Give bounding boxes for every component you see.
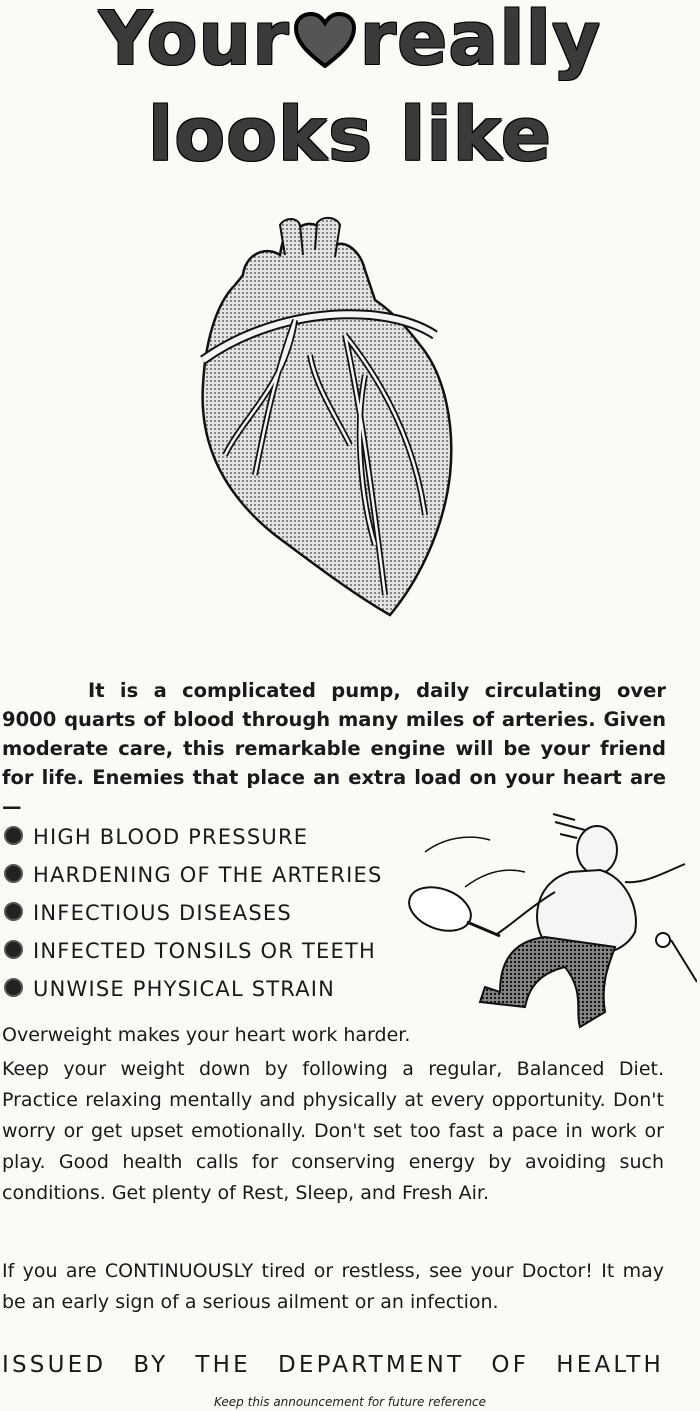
list-item: HIGH BLOOD PRESSURE bbox=[4, 818, 383, 856]
footer-note: Keep this announcement for future reference bbox=[213, 1395, 487, 1409]
heart-icon bbox=[294, 6, 356, 80]
anatomical-heart-illustration bbox=[185, 215, 455, 625]
list-item: HARDENING OF THE ARTERIES bbox=[4, 856, 383, 894]
issued-by-line: ISSUED BY THE DEPARTMENT OF HEALTH bbox=[2, 1352, 664, 1378]
headline-word-really: really bbox=[359, 0, 602, 82]
filled-circle-bullet-icon bbox=[4, 940, 23, 959]
filled-circle-bullet-icon bbox=[4, 902, 23, 921]
tennis-player-illustration bbox=[405, 812, 697, 1037]
list-item: INFECTIOUS DISEASES bbox=[4, 894, 383, 932]
advice-paragraph: Keep your weight down by following a regular, Balanced Diet. Practice relaxing mentally and physically at every opportunity. Don't worry or get upset emotionally. Don't set too fast a pace in work or play. Good health calls for conserving energy by avoiding such conditions. Get plenty of Rest, Sleep, and Fresh Air. bbox=[2, 1058, 664, 1204]
heart-enemies-list bbox=[4, 818, 383, 1008]
list-item: INFECTED TONSILS OR TEETH bbox=[4, 932, 383, 970]
filled-circle-bullet-icon bbox=[4, 826, 23, 845]
filled-circle-bullet-icon bbox=[4, 978, 23, 997]
overweight-paragraph: Overweight makes your heart work harder. bbox=[2, 1024, 411, 1046]
headline-line-2: looks like bbox=[147, 92, 553, 178]
warning-paragraph: If you are CONTINUOUSLY tired or restless, see your Doctor! It may be an early sign of a serious ailment or an infection. bbox=[2, 1260, 664, 1313]
intro-paragraph: It is a complicated pump, daily circulating over 9000 quarts of blood through many miles of arteries. Given moderate care, this remarkable engine will be your friend for life. Enemies that place an extra load on your heart are— bbox=[2, 679, 666, 818]
list-item: UNWISE PHYSICAL STRAIN bbox=[4, 970, 383, 1008]
filled-circle-bullet-icon bbox=[4, 864, 23, 883]
headline-word-your: Your bbox=[98, 0, 290, 82]
headline-line-1 bbox=[0, 2, 700, 80]
